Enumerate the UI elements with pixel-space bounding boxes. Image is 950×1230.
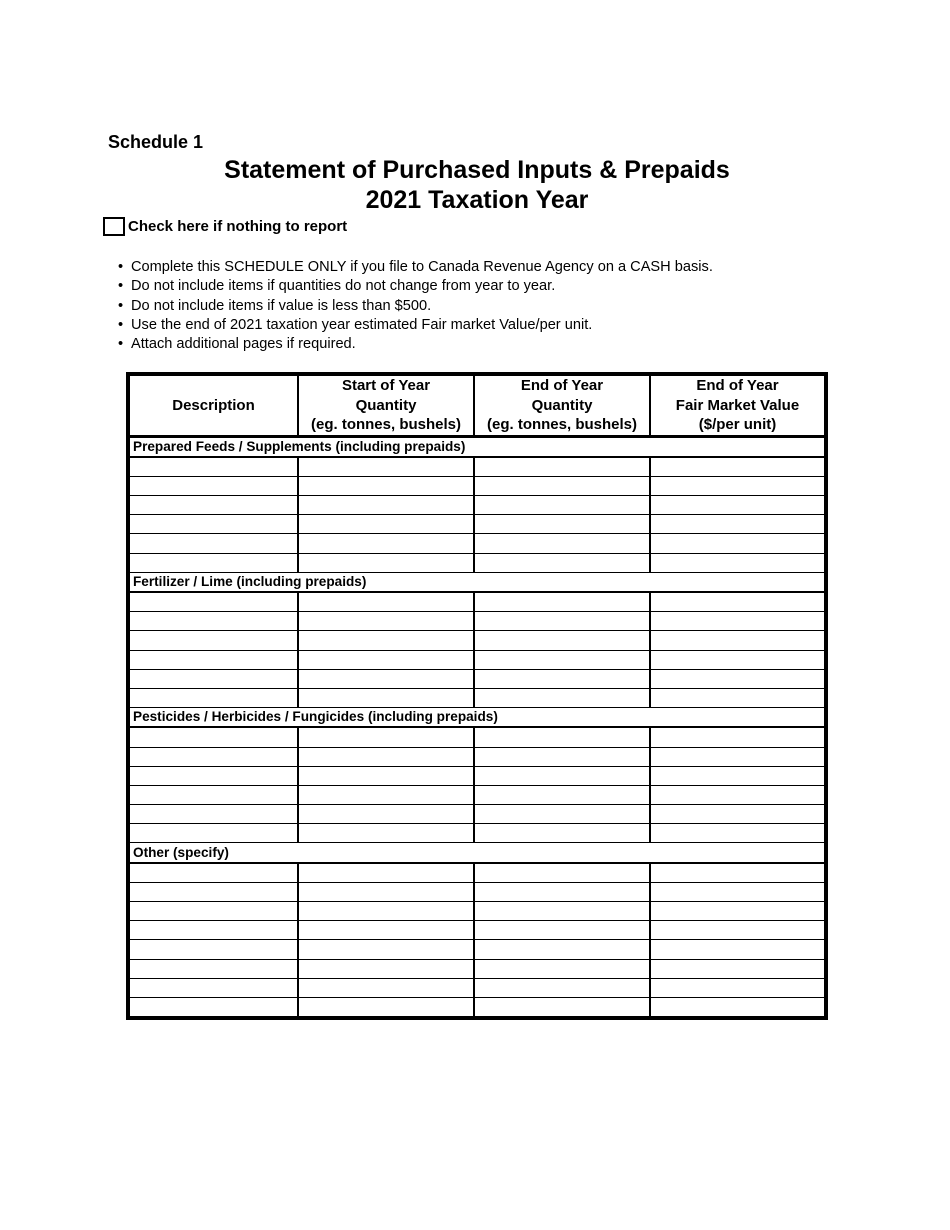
end-quantity-cell[interactable] [474, 476, 650, 495]
header-line: Fair Market Value [675, 396, 800, 414]
start-quantity-cell[interactable] [298, 921, 474, 940]
table-row [128, 457, 826, 477]
bullet-icon: • [118, 278, 124, 295]
section-header-row [128, 572, 826, 592]
section-title: Other (specify) [128, 843, 826, 863]
nothing-to-report-label: Check here if nothing to report [128, 218, 348, 235]
start-quantity-cell[interactable] [298, 688, 474, 707]
description-cell[interactable] [128, 882, 298, 901]
schedule-label: Schedule 1 [108, 132, 204, 152]
start-quantity-cell[interactable] [298, 747, 474, 766]
end-quantity-cell[interactable] [474, 766, 650, 785]
fair-market-value-cell[interactable] [650, 476, 826, 495]
section-header-row [128, 843, 826, 863]
description-cell[interactable] [128, 997, 298, 1018]
end-quantity-cell[interactable] [474, 669, 650, 688]
fair-market-value-cell[interactable] [650, 978, 826, 997]
description-cell[interactable] [128, 476, 298, 495]
col-header-description [128, 374, 298, 436]
start-quantity-cell[interactable] [298, 805, 474, 824]
section-header-row [128, 436, 826, 457]
end-quantity-cell[interactable] [474, 553, 650, 572]
col-header-start-quantity [298, 374, 474, 436]
fair-market-value-cell[interactable] [650, 515, 826, 534]
description-cell[interactable] [128, 553, 298, 572]
description-cell[interactable] [128, 592, 298, 612]
start-quantity-cell[interactable] [298, 727, 474, 747]
end-quantity-cell[interactable] [474, 612, 650, 631]
table-row [128, 553, 826, 572]
end-quantity-cell[interactable] [474, 921, 650, 940]
description-cell[interactable] [128, 863, 298, 883]
header-line: (eg. tonnes, bushels) [310, 416, 461, 433]
fair-market-value-cell[interactable] [650, 921, 826, 940]
start-quantity-cell[interactable] [298, 766, 474, 785]
description-cell[interactable] [128, 496, 298, 515]
end-quantity-cell[interactable] [474, 650, 650, 669]
table-row [128, 940, 826, 959]
header-line: Description [172, 396, 255, 414]
instruction-text: Attach additional pages if required. [131, 336, 356, 353]
fair-market-value-cell[interactable] [650, 727, 826, 747]
end-quantity-cell[interactable] [474, 863, 650, 883]
description-cell[interactable] [128, 747, 298, 766]
table-row [128, 669, 826, 688]
table-row [128, 727, 826, 747]
instructions-list [118, 258, 713, 354]
instruction-text: Complete this SCHEDULE ONLY if you file to Canada Revenue Agency on a CASH basis. [131, 259, 713, 275]
fair-market-value-cell[interactable] [650, 688, 826, 707]
section-title: Pesticides / Herbicides / Fungicides (including prepaids) [128, 708, 826, 728]
inputs-table [126, 372, 828, 1020]
start-quantity-cell[interactable] [298, 997, 474, 1018]
fair-market-value-cell[interactable] [650, 902, 826, 921]
nothing-to-report-checkbox[interactable] [103, 217, 125, 236]
start-quantity-cell[interactable] [298, 882, 474, 901]
fair-market-value-cell[interactable] [650, 805, 826, 824]
table-row [128, 997, 826, 1018]
page-subtitle-year: 2021 Taxation Year [365, 186, 589, 214]
end-quantity-cell[interactable] [474, 496, 650, 515]
start-quantity-cell[interactable] [298, 553, 474, 572]
start-quantity-cell[interactable] [298, 515, 474, 534]
end-quantity-cell[interactable] [474, 902, 650, 921]
nothing-to-report-row [103, 217, 347, 236]
table-row [128, 476, 826, 495]
description-cell[interactable] [128, 805, 298, 824]
description-cell[interactable] [128, 688, 298, 707]
start-quantity-cell[interactable] [298, 669, 474, 688]
description-cell[interactable] [128, 534, 298, 553]
start-quantity-cell[interactable] [298, 863, 474, 883]
header-line: Quantity [531, 396, 593, 414]
fair-market-value-cell[interactable] [650, 863, 826, 883]
end-quantity-cell[interactable] [474, 592, 650, 612]
col-header-fair-market-value [650, 374, 826, 436]
table-row [128, 612, 826, 631]
table-row [128, 959, 826, 978]
bullet-icon: • [118, 316, 124, 333]
end-quantity-cell[interactable] [474, 805, 650, 824]
end-quantity-cell[interactable] [474, 978, 650, 997]
fair-market-value-cell[interactable] [650, 553, 826, 572]
table-row [128, 978, 826, 997]
fair-market-value-cell[interactable] [650, 940, 826, 959]
start-quantity-cell[interactable] [298, 592, 474, 612]
end-quantity-cell[interactable] [474, 534, 650, 553]
bullet-icon: • [118, 259, 124, 275]
description-cell[interactable] [128, 902, 298, 921]
end-quantity-cell[interactable] [474, 688, 650, 707]
description-cell[interactable] [128, 650, 298, 669]
instruction-item [118, 316, 713, 335]
table-row [128, 592, 826, 612]
fair-market-value-cell[interactable] [650, 457, 826, 477]
instruction-item [118, 335, 713, 354]
description-cell[interactable] [128, 515, 298, 534]
start-quantity-cell[interactable] [298, 978, 474, 997]
table-row [128, 766, 826, 785]
end-quantity-cell[interactable] [474, 882, 650, 901]
start-quantity-cell[interactable] [298, 785, 474, 804]
end-quantity-cell[interactable] [474, 457, 650, 477]
table-row [128, 650, 826, 669]
start-quantity-cell[interactable] [298, 496, 474, 515]
table-row [128, 631, 826, 650]
start-quantity-cell[interactable] [298, 476, 474, 495]
table-row [128, 747, 826, 766]
instruction-item [118, 277, 713, 296]
description-cell[interactable] [128, 940, 298, 959]
description-cell[interactable] [128, 978, 298, 997]
start-quantity-cell[interactable] [298, 612, 474, 631]
fair-market-value-cell[interactable] [650, 534, 826, 553]
header-line: Start of Year [341, 377, 431, 394]
start-quantity-cell[interactable] [298, 457, 474, 477]
description-cell[interactable] [128, 612, 298, 631]
bullet-icon: • [118, 297, 124, 314]
header-line: End of Year [520, 377, 604, 394]
description-cell[interactable] [128, 824, 298, 843]
instruction-text: Do not include items if quantities do not change from year to year. [131, 278, 556, 295]
table-header-row [128, 374, 826, 436]
table-row [128, 921, 826, 940]
end-quantity-cell[interactable] [474, 515, 650, 534]
description-cell[interactable] [128, 727, 298, 747]
end-quantity-cell[interactable] [474, 785, 650, 804]
start-quantity-cell[interactable] [298, 824, 474, 843]
description-cell[interactable] [128, 457, 298, 477]
end-quantity-cell[interactable] [474, 997, 650, 1018]
table-body [128, 436, 826, 1018]
table-row [128, 863, 826, 883]
description-cell[interactable] [128, 785, 298, 804]
header-line: End of Year [696, 377, 779, 394]
table-row [128, 534, 826, 553]
col-header-end-quantity [474, 374, 650, 436]
table-row [128, 688, 826, 707]
start-quantity-cell[interactable] [298, 902, 474, 921]
instruction-text: Do not include items if value is less than $500. [131, 297, 432, 314]
fair-market-value-cell[interactable] [650, 882, 826, 901]
section-title: Prepared Feeds / Supplements (including prepaids) [128, 436, 826, 457]
end-quantity-cell[interactable] [474, 727, 650, 747]
end-quantity-cell[interactable] [474, 940, 650, 959]
header-line: Quantity [355, 396, 417, 414]
fair-market-value-cell[interactable] [650, 650, 826, 669]
header-line: ($/per unit) [698, 416, 777, 433]
instruction-item [118, 297, 713, 316]
fair-market-value-cell[interactable] [650, 824, 826, 843]
fair-market-value-cell[interactable] [650, 766, 826, 785]
description-cell[interactable] [128, 766, 298, 785]
description-cell[interactable] [128, 669, 298, 688]
fair-market-value-cell[interactable] [650, 631, 826, 650]
start-quantity-cell[interactable] [298, 534, 474, 553]
section-title: Fertilizer / Lime (including prepaids) [128, 572, 826, 592]
description-cell[interactable] [128, 921, 298, 940]
end-quantity-cell[interactable] [474, 747, 650, 766]
start-quantity-cell[interactable] [298, 959, 474, 978]
header-line: (eg. tonnes, bushels) [486, 416, 637, 433]
fair-market-value-cell[interactable] [650, 669, 826, 688]
description-cell[interactable] [128, 959, 298, 978]
fair-market-value-cell[interactable] [650, 612, 826, 631]
table-row [128, 515, 826, 534]
table-row [128, 824, 826, 843]
page-title: Statement of Purchased Inputs & Prepaids [224, 156, 730, 184]
description-cell[interactable] [128, 631, 298, 650]
section-header-row [128, 708, 826, 728]
fair-market-value-cell[interactable] [650, 592, 826, 612]
fair-market-value-cell[interactable] [650, 747, 826, 766]
table-row [128, 882, 826, 901]
fair-market-value-cell[interactable] [650, 959, 826, 978]
start-quantity-cell[interactable] [298, 940, 474, 959]
fair-market-value-cell[interactable] [650, 785, 826, 804]
fair-market-value-cell[interactable] [650, 997, 826, 1018]
table-row [128, 805, 826, 824]
table-row [128, 496, 826, 515]
table-row [128, 785, 826, 804]
table-row [128, 902, 826, 921]
end-quantity-cell[interactable] [474, 959, 650, 978]
bullet-icon: • [118, 336, 124, 353]
start-quantity-cell[interactable] [298, 631, 474, 650]
fair-market-value-cell[interactable] [650, 496, 826, 515]
end-quantity-cell[interactable] [474, 631, 650, 650]
instruction-item [118, 258, 713, 277]
start-quantity-cell[interactable] [298, 650, 474, 669]
instruction-text: Use the end of 2021 taxation year estimated Fair market Value/per unit. [131, 316, 593, 333]
end-quantity-cell[interactable] [474, 824, 650, 843]
